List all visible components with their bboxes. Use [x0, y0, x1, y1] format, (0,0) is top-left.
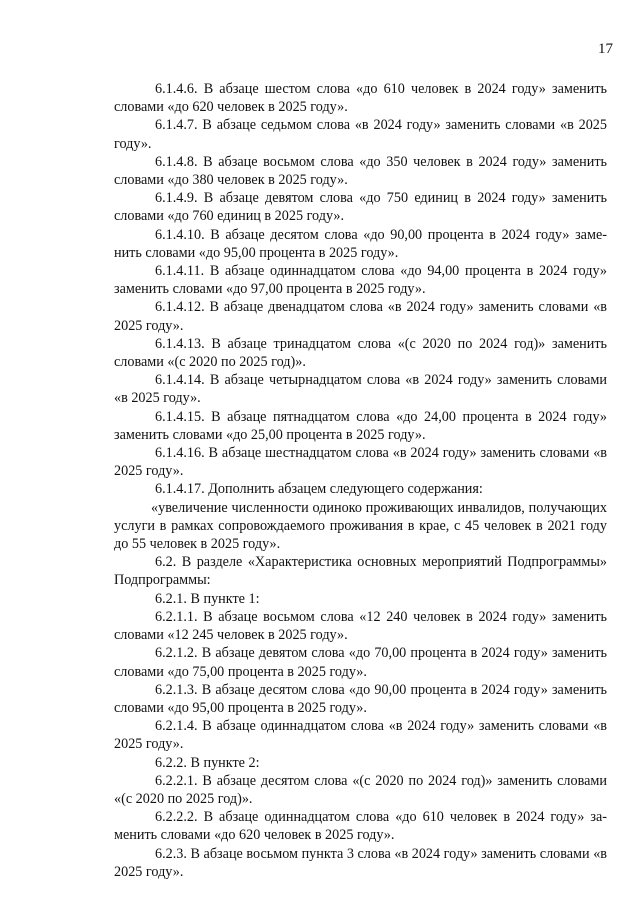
paragraph-6-2-1-4: 6.2.1.4. В абзаце одиннадцатом слова «в 2024 году» заменить словами «в 2025 году».	[114, 718, 607, 753]
page-number: 17	[598, 41, 613, 57]
paragraph-6-2-2-1: 6.2.2.1. В абзаце десятом слова «(с 2020 по 2024 год)» заменить словами «(с 2020 по 2025 год)».	[114, 772, 607, 807]
paragraph-6-2-3: 6.2.3. В абзаце восьмом пункта 3 слова «в 2024 году» заменить словами «в 2025 году».	[114, 845, 607, 880]
paragraph-6-2-1: 6.2.1. В пункте 1:	[155, 590, 260, 607]
paragraph-6-1-4-10: 6.1.4.10. В абзаце десятом слова «до 90,00 процента в 2024 году» заменить словами «до 95,00 процента в 2025 году».	[114, 226, 607, 261]
paragraph-6-1-4-14: 6.1.4.14. В абзаце четырнадцатом слова «в 2024 году» заменить словами «в 2025 году».	[114, 372, 607, 407]
paragraph-6-2: 6.2. В разделе «Характеристика основных мероприятий Подпрограммы» Подпрограммы:	[114, 554, 607, 589]
paragraph-6-1-4-12: 6.1.4.12. В абзаце двенадцатом слова «в 2024 году» заменить словами «в 2025 году».	[114, 299, 607, 334]
paragraph-6-2-2-2: 6.2.2.2. В абзаце одиннадцатом слова «до 610 человек в 2024 году» заменить словами «до 620 человек в 2025 году».	[114, 809, 607, 844]
paragraph-6-2-1-1: 6.2.1.1. В абзаце восьмом слова «12 240 человек в 2024 году» заменить словами «12 245 человек в 2025 году».	[114, 608, 607, 644]
paragraph-6-2-2: 6.2.2. В пункте 2:	[155, 754, 260, 771]
paragraph-6-1-4-13: 6.1.4.13. В абзаце тринадцатом слова «(с 2020 по 2024 год)» заменить словами «(с 2020 по 2025 год)».	[114, 335, 607, 371]
document-body	[114, 80, 607, 881]
paragraph-6-1-4-17: 6.1.4.17. Дополнить абзацем следующего содержания:	[155, 481, 483, 498]
paragraph-6-1-4-16: 6.1.4.16. В абзаце шестнадцатом слова «в 2024 году» заменить словами «в 2025 году».	[114, 445, 607, 480]
paragraph-6-1-4-11: 6.1.4.11. В абзаце одиннадцатом слова «до 94,00 процента в 2024 году» заменить словами «до 97,00 процента в 2025 году».	[114, 263, 607, 298]
paragraph-6-1-4-15: 6.1.4.15. В абзаце пятнадцатом слова «до 24,00 процента в 2024 году» заменить словами «до 25,00 процента в 2025 году».	[114, 408, 607, 443]
paragraph-6-1-4-7: 6.1.4.7. В абзаце седьмом слова «в 2024 году» заменить словами «в 2025 году».	[114, 117, 607, 152]
paragraph-6-1-4-6: 6.1.4.6. В абзаце шестом слова «до 610 человек в 2024 году» заменить словами «до 620 человек в 2025 году».	[114, 81, 607, 116]
paragraph-6-1-4-9: 6.1.4.9. В абзаце девятом слова «до 750 единиц в 2024 году» заменить словами «до 760 единиц в 2025 году».	[114, 190, 607, 225]
paragraph-6-2-1-2: 6.2.1.2. В абзаце девятом слова «до 70,00 процента в 2024 году» заменить словами «до 75,00 процента в 2025 году».	[114, 645, 607, 680]
paragraph-6-2-1-3: 6.2.1.3. В абзаце десятом слова «до 90,00 процента в 2024 году» заменить словами «до 95,00 процента в 2025 году».	[114, 681, 607, 716]
paragraph-6-1-4-8: 6.1.4.8. В абзаце восьмом слова «до 350 человек в 2024 году» заменить словами «до 380 человек в 2025 году».	[114, 153, 607, 189]
paragraph-quote: «увеличение численности одиноко проживающих инвалидов, получающих услуги в рамках сопровождаемого проживания в крае, с 45 человек в 2021 году до 55 человек в 2025 году».	[114, 499, 607, 553]
